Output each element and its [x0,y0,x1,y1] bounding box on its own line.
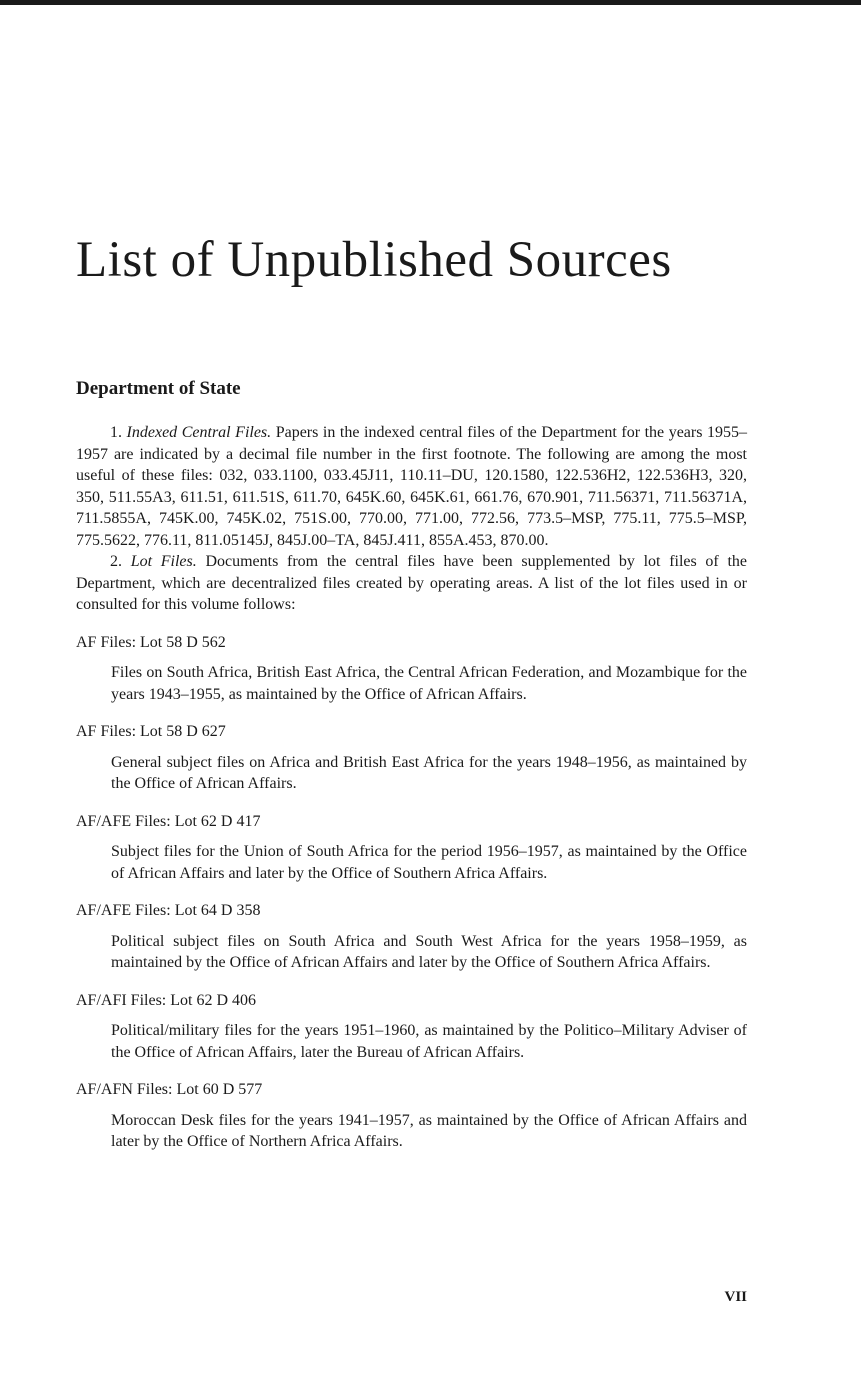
lot-file-heading: AF/AFN Files: Lot 60 D 577 [76,1081,263,1098]
paragraph-text: Papers in the indexed central files of the Department for the years 1955–1957 are indicated by a decimal file number in the first footnote. The following are among the most useful of these files: 032, 033.1100, 033.45J11, 110.11–DU, 120.1580, 122.536H2, 122.536H3, 320, 350, 511.55A3, 611.51, 611.51S, 611.70, 645K.60, 645K.61, 661.76, 670.901, 711.56371, 711.56371A, 711.5855A, 745K.00, 745K.02, 751S.00, 770.00, 771.00, 772.56, 773.5–MSP, 775.11, 775.5–MSP, 775.5622, 776.11, 811.05145J, 845J.00–TA, 845J.411, 855A.453, 870.00. [76,424,747,549]
lot-file-description: Moroccan Desk files for the years 1941–1957, as maintained by the Office of African Affairs and later by the Office of Northern Africa Affairs. [111,1111,747,1150]
paragraph-indexed-central-files [76,422,747,551]
paragraph-number: 2. [110,553,122,570]
lot-file-heading: AF Files: Lot 58 D 627 [76,723,226,740]
top-border-rule [0,0,861,5]
lot-file-heading: AF/AFE Files: Lot 64 D 358 [76,902,261,919]
lot-file-entry [76,990,747,1064]
lot-file-entry [76,1079,747,1153]
paragraph-lot-files [76,551,747,616]
paragraph-number: 1. [110,424,122,441]
lot-file-description: Subject files for the Union of South Africa for the period 1956–1957, as maintained by the Office of African Affairs and later by the Office of Southern Africa Affairs. [111,843,747,882]
body-text [76,422,747,1153]
lot-file-description: Political subject files on South Africa and South West Africa for the years 1958–1959, as maintained by the Office of African Affairs and later by the Office of Southern Africa Affairs. [111,932,747,971]
lot-file-heading: AF/AFI Files: Lot 62 D 406 [76,991,257,1009]
lot-file-entry [76,721,747,795]
paragraph-label: Lot Files. [130,553,197,570]
page-number: VII [724,1289,747,1305]
page-title: List of Unpublished Sources [76,232,672,288]
lot-file-entry [76,900,747,974]
lot-file-entry [76,811,747,885]
lot-file-description: General subject files on Africa and British East Africa for the years 1948–1956, as maintained by the Office of African Affairs. [111,753,747,792]
paragraph-text: Documents from the central files have been supplemented by lot files of the Department, which are decentralized files created by operating areas. A list of the lot files used in or consulted for this volume follows: [76,553,748,613]
lot-file-description: Political/military files for the years 1951–1960, as maintained by the Politico–Military Adviser of the Office of African Affairs, later the Bureau of African Affairs. [111,1022,747,1061]
lot-file-heading: AF/AFE Files: Lot 62 D 417 [76,812,261,830]
lot-file-heading: AF Files: Lot 58 D 562 [76,633,226,651]
lot-file-entry [76,632,747,706]
paragraph-label: Indexed Central Files. [126,424,272,441]
section-heading: Department of State [76,378,241,399]
lot-file-description: Files on South Africa, British East Africa, the Central African Federation, and Mozambique for the years 1943–1955, as maintained by the Office of African Affairs. [111,664,747,703]
